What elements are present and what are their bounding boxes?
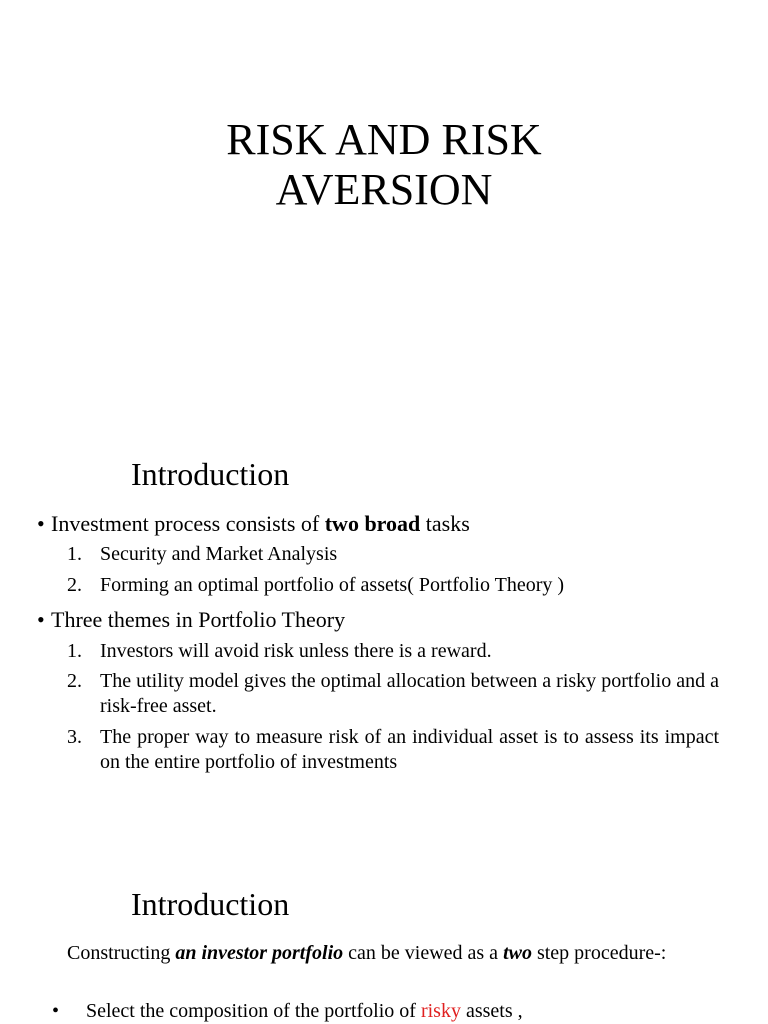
bullet-investment-process [37,510,727,538]
list-text: Security and Market Analysis [100,543,338,565]
para-bold-italic: two [503,942,532,964]
list-number: 3. [67,726,82,748]
list-item [67,639,719,664]
list-text: Forming an optimal portfolio of assets( Portfolio Theory ) [100,574,565,596]
bullet-text-pre: Investment process consists of [51,511,325,536]
list-item [67,669,719,719]
bullet-dot: • [37,511,45,536]
list-item [67,573,719,598]
para-text: can be viewed as a [343,942,504,964]
list-number: 2. [67,670,82,692]
list-text: The proper way to measure risk of an individual asset is to assess its impact on the entire portfolio of investments [100,726,719,773]
bullet-text-red: risky [420,1000,461,1022]
intro-heading-1: Introduction [131,456,290,492]
list-number: 1. [67,543,82,565]
list-number: 2. [67,574,82,596]
para-text: step procedure-: [531,942,667,964]
bullet-text-post: assets , [460,1000,523,1022]
title-line-1: RISK AND RISK [226,115,542,164]
list-item [67,542,719,567]
paragraph-portfolio-procedure [67,940,719,966]
bullet-text: Three themes in Portfolio Theory [51,607,346,632]
bullet-dot: • [37,607,45,632]
bullet-select-composition [52,998,742,1024]
list-number: 1. [67,640,82,662]
para-text: Constructing [67,942,176,964]
list-item [67,725,719,775]
intro-heading-2: Introduction [131,886,290,922]
bullet-text-post: tasks [420,511,470,536]
title-line-2: AVERSION [275,165,493,214]
bullet-dot: • [52,1000,60,1022]
bullet-text-pre: Select the composition of the portfolio of [86,1000,421,1022]
list-text: Investors will avoid risk unless there is a reward. [100,640,492,662]
bullet-text-bold: two broad [324,511,421,536]
para-bold-italic: an investor portfolio [175,942,344,964]
list-text: The utility model gives the optimal allocation between a risky portfolio and a risk-free asset. [100,670,719,717]
slide-title [0,115,768,215]
bullet-three-themes [37,606,727,634]
